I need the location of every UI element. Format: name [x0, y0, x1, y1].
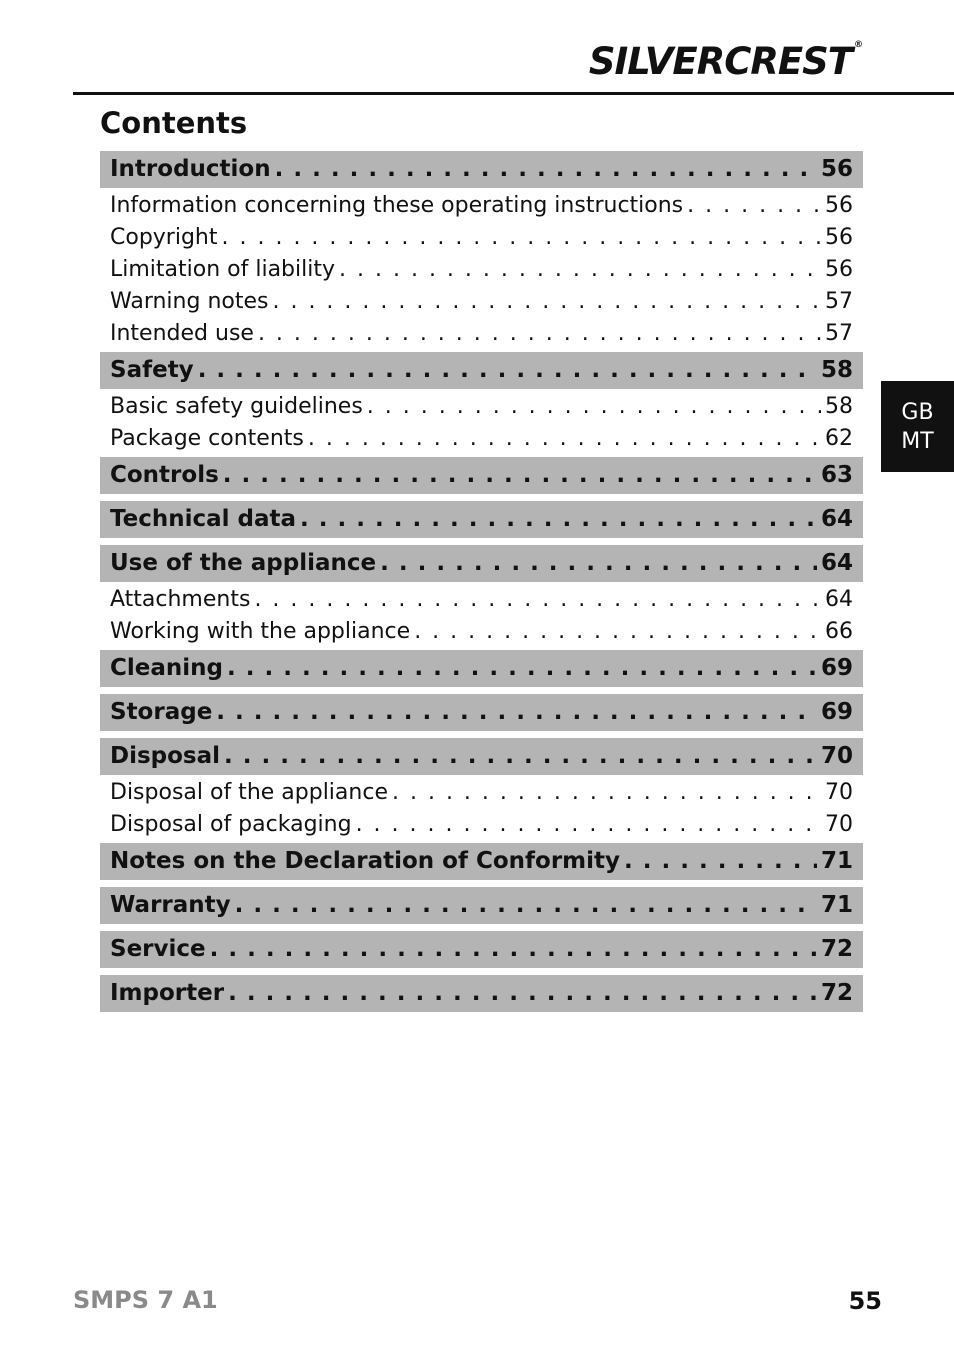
toc-subsection-title: Package contents — [110, 426, 304, 451]
toc-section-row[interactable] — [100, 694, 863, 731]
dot-leader — [624, 843, 817, 880]
language-tab — [881, 381, 954, 472]
toc-subsection-row[interactable] — [110, 423, 853, 455]
toc-section-page: 69 — [820, 699, 853, 725]
toc-section-row[interactable] — [100, 650, 863, 687]
dot-leader — [392, 777, 821, 809]
toc-subsection-list — [100, 389, 863, 457]
toc-section-row[interactable] — [100, 738, 863, 775]
toc-subsection-row[interactable] — [110, 286, 853, 318]
dot-leader — [227, 650, 817, 687]
toc-subsection-list — [100, 188, 863, 352]
toc-subsection-page: 57 — [825, 289, 853, 314]
toc-subsection-page: 56 — [825, 257, 853, 282]
toc-subsection-title: Warning notes — [110, 289, 269, 314]
toc-section-title: Service — [110, 936, 206, 962]
toc-section-page: 71 — [820, 892, 853, 918]
toc-section-row[interactable] — [100, 352, 863, 389]
toc-subsection-page: 57 — [825, 321, 853, 346]
dot-leader — [339, 254, 821, 286]
toc-subsection-title: Copyright — [110, 225, 218, 250]
brand-logo — [589, 40, 862, 83]
toc-section-row[interactable] — [100, 843, 863, 880]
toc-subsection-title: Intended use — [110, 321, 254, 346]
toc-section-row[interactable] — [100, 545, 863, 582]
toc-section-title: Controls — [110, 462, 219, 488]
toc-subsection-title: Information concerning these operating instructions — [110, 193, 684, 218]
toc-subsection-page: 70 — [825, 812, 853, 837]
section-gap — [100, 924, 863, 931]
toc-section-page: 64 — [820, 550, 853, 576]
dot-leader — [275, 151, 817, 188]
toc-section-title: Disposal — [110, 743, 221, 769]
table-of-contents — [100, 151, 863, 1012]
toc-subsection-row[interactable] — [110, 222, 853, 254]
toc-section-row[interactable] — [100, 501, 863, 538]
toc-section-page: 56 — [820, 156, 853, 182]
dot-leader — [216, 694, 817, 731]
toc-section-page: 71 — [820, 848, 853, 874]
section-gap — [100, 538, 863, 545]
dot-leader — [258, 318, 821, 350]
dot-leader — [380, 545, 817, 582]
dot-leader — [414, 616, 821, 648]
toc-section-row[interactable] — [100, 931, 863, 968]
dot-leader — [254, 584, 821, 616]
toc-section-page: 72 — [820, 980, 853, 1006]
section-gap — [100, 494, 863, 501]
toc-section-title: Warranty — [110, 892, 231, 918]
section-gap — [100, 880, 863, 887]
dot-leader — [308, 423, 821, 455]
toc-section-page: 64 — [820, 506, 853, 532]
toc-subsection-row[interactable] — [110, 391, 853, 423]
toc-subsection-title: Limitation of liability — [110, 257, 336, 282]
toc-section-title: Storage — [110, 699, 213, 725]
toc-subsection-row[interactable] — [110, 190, 853, 222]
dot-leader — [235, 887, 817, 924]
header-rule — [73, 92, 954, 95]
toc-subsection-row[interactable] — [110, 254, 853, 286]
toc-section-page: 63 — [820, 462, 853, 488]
toc-subsection-page: 58 — [825, 394, 853, 419]
toc-subsection-page: 56 — [825, 225, 853, 250]
toc-subsection-page: 56 — [825, 193, 853, 218]
toc-subsection-page: 62 — [825, 426, 853, 451]
dot-leader — [272, 286, 821, 318]
toc-section-row[interactable] — [100, 151, 863, 188]
page-number: 55 — [848, 1287, 882, 1315]
toc-section-page: 69 — [820, 655, 853, 681]
toc-subsection-title: Basic safety guidelines — [110, 394, 363, 419]
toc-section-title: Introduction — [110, 156, 271, 182]
toc-section-row[interactable] — [100, 975, 863, 1012]
toc-subsection-list — [100, 582, 863, 650]
dot-leader — [222, 222, 822, 254]
toc-subsection-title: Attachments — [110, 587, 251, 612]
toc-subsection-title: Disposal of the appliance — [110, 780, 388, 805]
toc-subsection-page: 64 — [825, 587, 853, 612]
toc-section-title: Technical data — [110, 506, 297, 532]
toc-subsection-row[interactable] — [110, 616, 853, 648]
page-title: Contents — [100, 106, 248, 140]
section-gap — [100, 731, 863, 738]
dot-leader — [356, 809, 821, 841]
toc-section-page: 70 — [820, 743, 853, 769]
language-code-gb: GB — [901, 400, 934, 425]
toc-subsection-list — [100, 775, 863, 843]
section-gap — [100, 687, 863, 694]
toc-subsection-title: Disposal of packaging — [110, 812, 352, 837]
toc-subsection-row[interactable] — [110, 777, 853, 809]
model-number: SMPS 7 A1 — [73, 1286, 218, 1314]
toc-subsection-row[interactable] — [110, 318, 853, 350]
brand-name: SILVERCREST — [588, 40, 852, 83]
toc-section-title: Cleaning — [110, 655, 223, 681]
toc-subsection-row[interactable] — [110, 584, 853, 616]
registered-mark: ® — [854, 40, 862, 50]
dot-leader — [300, 501, 817, 538]
toc-section-page: 72 — [820, 936, 853, 962]
dot-leader — [367, 391, 821, 423]
dot-leader — [198, 352, 817, 389]
dot-leader — [228, 975, 817, 1012]
toc-section-title: Notes on the Declaration of Conformity — [110, 848, 621, 874]
section-gap — [100, 968, 863, 975]
language-code-mt: MT — [901, 429, 934, 454]
toc-section-title: Safety — [110, 357, 194, 383]
toc-subsection-row[interactable] — [110, 809, 853, 841]
toc-subsection-page: 70 — [825, 780, 853, 805]
dot-leader — [224, 738, 817, 775]
toc-subsection-page: 66 — [825, 619, 853, 644]
toc-subsection-title: Working with the appliance — [110, 619, 411, 644]
toc-section-title: Importer — [110, 980, 225, 1006]
toc-section-title: Use of the appliance — [110, 550, 377, 576]
toc-section-row[interactable] — [100, 887, 863, 924]
dot-leader — [223, 457, 817, 494]
toc-section-row[interactable] — [100, 457, 863, 494]
dot-leader — [210, 931, 817, 968]
dot-leader — [687, 190, 821, 222]
toc-section-page: 58 — [820, 357, 853, 383]
